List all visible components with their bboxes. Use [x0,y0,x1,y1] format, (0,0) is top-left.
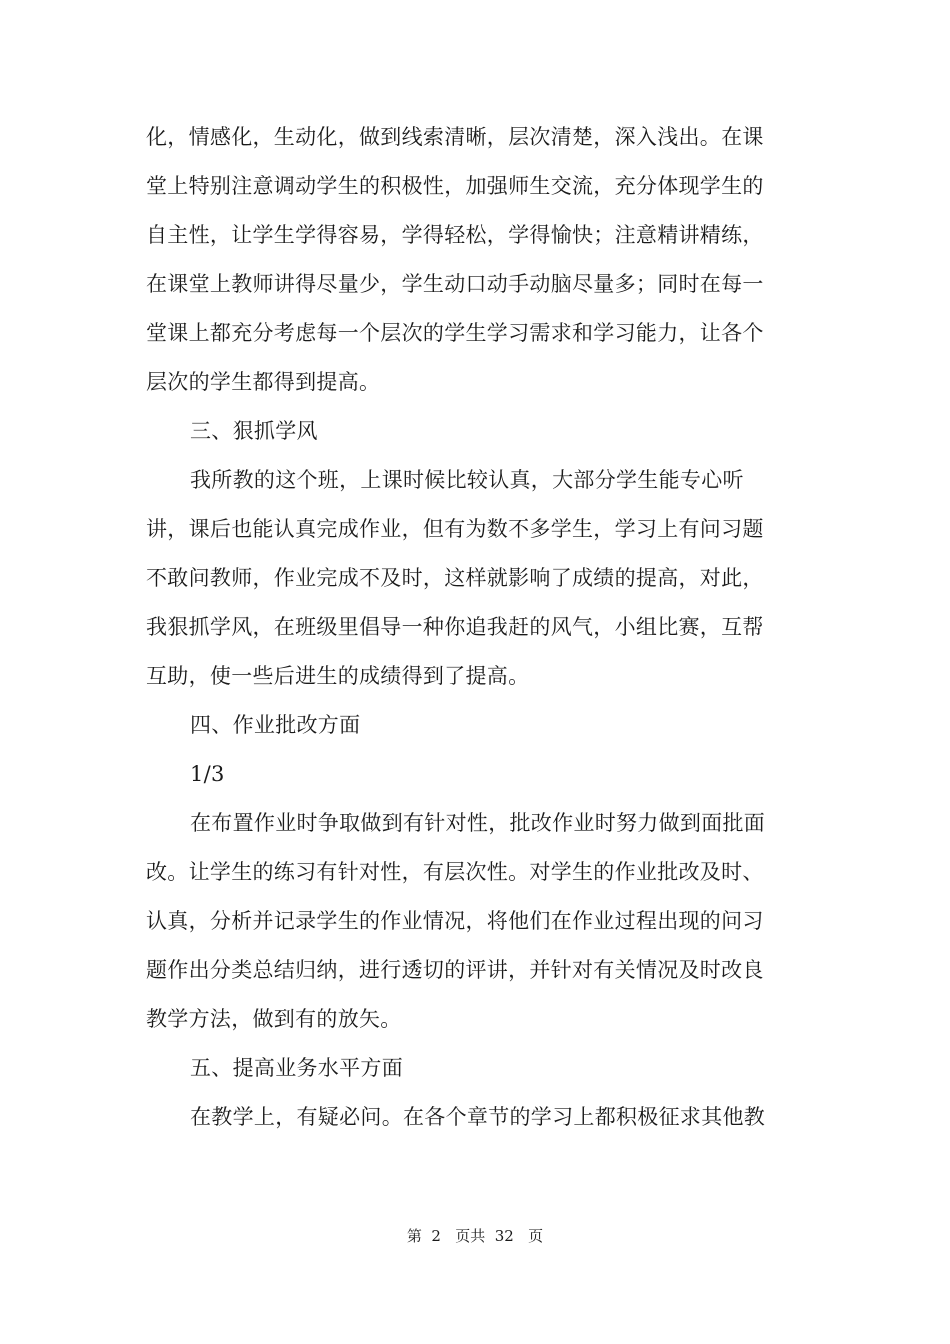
paragraph-line: 堂课上都充分考虑每一个层次的学生学习需求和学习能力，让各个 [146,321,764,345]
paragraph-line: 自主性，让学生学得容易，学得轻松，学得愉快；注意精讲精练， [146,223,764,247]
inline-page-number: 1/3 [190,762,225,786]
page-footer: 第 2 页共 32 页 [406,1227,544,1245]
document-body [146,113,796,1142]
paragraph-line: 在课堂上教师讲得尽量少，学生动口动手动脑尽量多；同时在每一 [146,272,764,296]
paragraph-line: 我所教的这个班，上课时候比较认真，大部分学生能专心听 [190,468,744,492]
paragraph-line: 在布置作业时争取做到有针对性，批改作业时努力做到面批面 [190,811,766,835]
paragraph-line: 题作出分类总结归纳，进行透切的评讲，并针对有关情况及时改良 [146,958,764,982]
paragraph-line: 堂上特别注意调动学生的积极性，加强师生交流，充分体现学生的 [146,174,764,198]
paragraph-line: 讲，课后也能认真完成作业，但有为数不多学生，学习上有问习题 [146,517,764,541]
section-heading: 五、提高业务水平方面 [190,1056,403,1080]
paragraph-line: 化，情感化，生动化，做到线索清晰，层次清楚，深入浅出。在课 [146,125,764,149]
paragraph-line: 教学方法，做到有的放矢。 [146,1007,402,1031]
section-heading: 四、作业批改方面 [190,713,361,737]
paragraph-line: 改。让学生的练习有针对性，有层次性。对学生的作业批改及时、 [146,860,764,884]
section-heading: 三、狠抓学风 [190,419,318,443]
paragraph-line: 互助，使一些后进生的成绩得到了提高。 [146,664,530,688]
paragraph-line: 层次的学生都得到提高。 [146,370,381,394]
paragraph-line: 我狠抓学风，在班级里倡导一种你追我赶的风气，小组比赛，互帮 [146,615,764,639]
paragraph-line: 不敢问教师，作业完成不及时，这样就影响了成绩的提高，对此， [146,566,764,590]
paragraph-line: 在教学上，有疑必问。在各个章节的学习上都积极征求其他教 [190,1105,766,1129]
paragraph-line: 认真，分析并记录学生的作业情况，将他们在作业过程出现的问习 [146,909,764,933]
